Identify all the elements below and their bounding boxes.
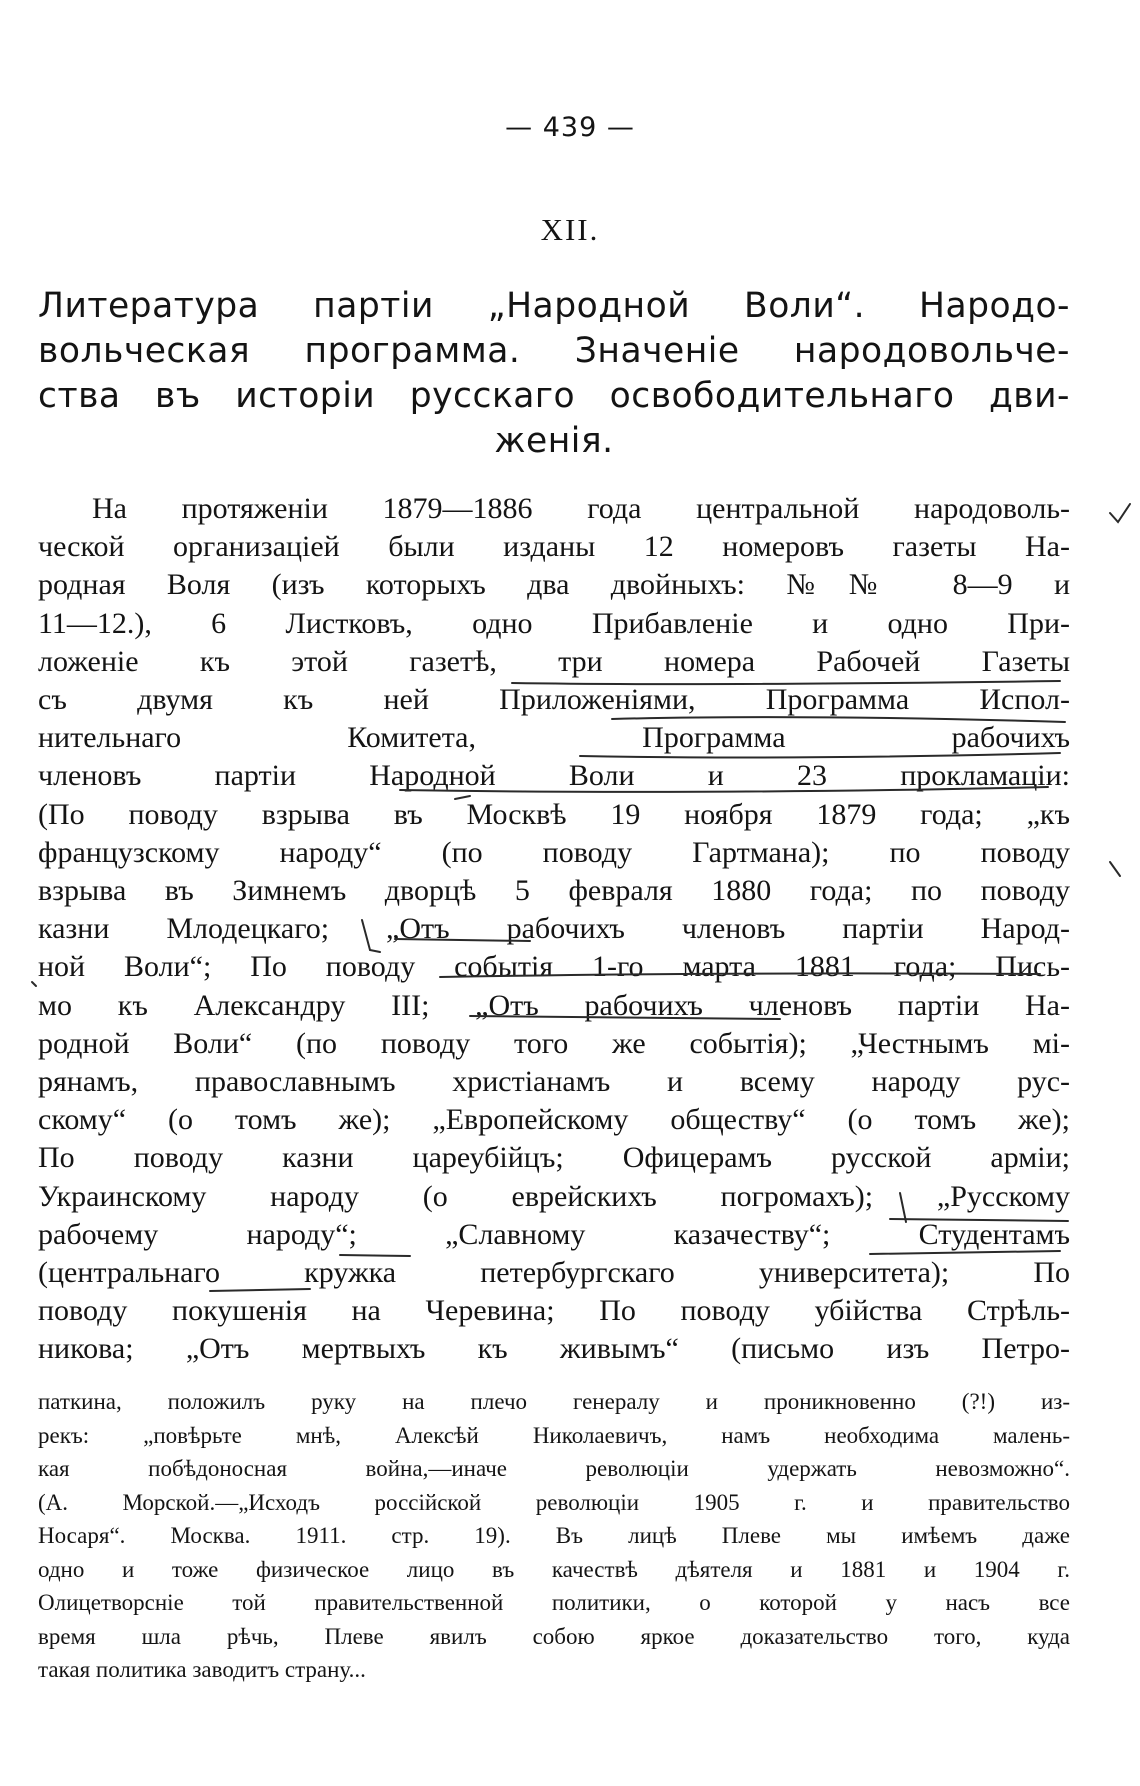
tick-mark — [32, 982, 36, 986]
body-line: (По поводу взрыва въ Москвѣ 19 ноября 1879 года; „къ — [38, 797, 1070, 831]
body-line: (центральнаго кружка петербургскаго университета); По — [38, 1256, 1070, 1290]
footnote-line: кая побѣдоносная война,—иначе революціи удержать невозможно“. — [38, 1456, 1070, 1481]
body-line: казни Млодецкаго; „Отъ рабочихъ членовъ партіи Народ- — [38, 912, 1070, 946]
body-line: французскому народу“ (по поводу Гартмана); по поводу — [38, 835, 1070, 869]
check-mark — [1110, 504, 1130, 522]
body-line: родной Воли“ (по поводу того же событія); „Честнымъ мі- — [38, 1026, 1070, 1060]
chapter-number: XII. — [540, 212, 600, 247]
title-line: вольческая программа. Значеніе народовольче- — [38, 331, 1070, 371]
footnote-line: рекъ: „повѣрьте мнѣ, Алексѣй Николаевичъ, намъ необходима малень- — [38, 1422, 1070, 1448]
body-line: На протяженіи 1879—1886 года центральной народоволь- — [92, 492, 1070, 525]
footnote — [38, 1385, 1070, 1687]
body-line: членовъ партіи Народной Воли и 23 прокламаціи: — [38, 759, 1070, 793]
title-line: женія. — [494, 421, 614, 461]
body-line: ческой организаціей были изданы 12 номеровъ газеты На- — [38, 530, 1070, 564]
chapter-title — [38, 284, 1070, 464]
body-line: ложеніе къ этой газетѣ, три номера Рабочей Газеты — [38, 644, 1070, 678]
page-number: — 439 — — [505, 112, 635, 143]
footnote-line: (А. Морской.—„Исходъ россійской революціи 1905 г. и правительство — [38, 1489, 1070, 1515]
body-line: По поводу казни цареубійцъ; Офицерамъ русской арміи; — [38, 1141, 1070, 1175]
body-line: скому“ (о томъ же); „Европейскому обществу“ (о томъ же); — [38, 1103, 1070, 1137]
footnote-line: Олицетворсніе той правительственной политики, о которой у насъ все — [38, 1590, 1070, 1615]
footnote-line: Носаря“. Москва. 1911. стр. 19). Въ лицѣ Плеве мы имѣемъ даже — [38, 1523, 1070, 1548]
body-line: Украинскому народу (о еврейскихъ погромахъ); „Русскому — [38, 1179, 1070, 1213]
footnote-line: время шла рѣчь, Плеве явилъ собою яркое доказательство того, куда — [38, 1623, 1070, 1649]
body-line: никова; „Отъ мертвыхъ къ живымъ“ (письмо изъ Петро- — [38, 1332, 1070, 1366]
body-line: родная Воля (изъ которыхъ два двойныхъ: №№ 8—9 и — [38, 568, 1070, 602]
body-line: ной Воли“; По поводу событія 1-го марта 1881 года; Пись- — [38, 950, 1070, 984]
footnote-line: одно и тоже физическое лицо въ качествѣ дѣятеля и 1881 и 1904 г. — [38, 1556, 1070, 1582]
title-line: ства въ исторіи русскаго освободительнаго дви- — [38, 376, 1070, 416]
footnote-line: паткина, положилъ руку на плечо генералу и проникновенно (?!) из- — [38, 1389, 1070, 1414]
body-line: нительнаго Комитета, Программа рабочихъ — [38, 721, 1070, 755]
tick-mark — [1110, 862, 1120, 876]
footnote-line: такая политика заводитъ страну... — [38, 1657, 366, 1682]
body-text — [38, 490, 1070, 1369]
body-line: мо къ Александру III; „Отъ рабочихъ членовъ партіи На- — [38, 988, 1070, 1022]
body-line: 11—12.), 6 Листковъ, одно Прибавленіе и одно При- — [38, 606, 1070, 640]
body-line: поводу покушенія на Черевина; По поводу убійства Стрѣль- — [38, 1294, 1070, 1328]
body-line: рянамъ, православнымъ христіанамъ и всему народу рус- — [38, 1065, 1070, 1099]
body-line: рабочему народу“; „Славному казачеству“; Студентамъ — [38, 1217, 1070, 1251]
body-line: съ двумя къ ней Приложеніями, Программа Испол- — [38, 683, 1070, 717]
body-line: взрыва въ Зимнемъ дворцѣ 5 февраля 1880 года; по поводу — [38, 874, 1070, 908]
title-line: Литература партіи „Народной Воли“. Народо- — [38, 286, 1070, 326]
